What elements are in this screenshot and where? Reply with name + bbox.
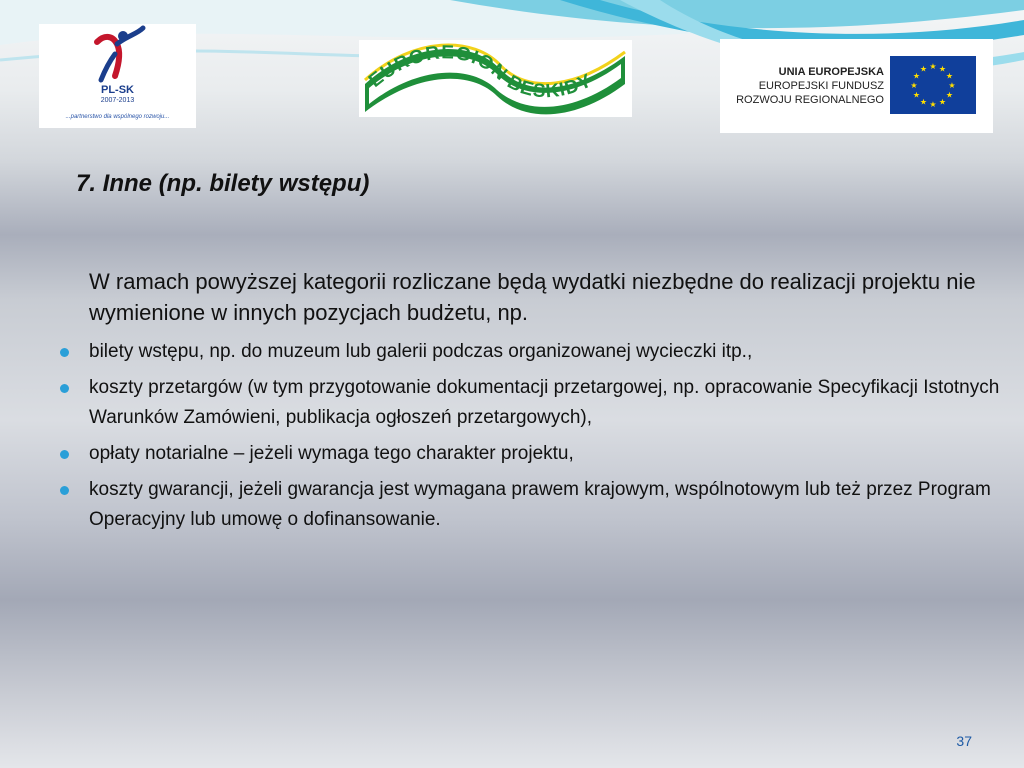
bullet-icon [60,348,69,357]
expense-list [89,337,1001,541]
list-item-text: bilety wstępu, np. do muzeum lub galerii podczas organizowanej wycieczki itp., [89,341,753,362]
list-item [89,439,1001,469]
eu-star-icon: ★ [910,81,918,90]
eu-star-icon: ★ [948,81,956,90]
list-item-text: koszty gwarancji, jeżeli gwarancja jest wymagana prawem krajowym, wspólnotowym lub też przez Program Operacyjny lub umowę o dofinansowanie. [89,479,991,530]
list-item [89,337,1001,367]
eu-flag-icon [890,56,976,114]
list-item-text: opłaty notarialne – jeżeli wymaga tego charakter projektu, [89,443,574,464]
eu-star-icon: ★ [938,97,947,107]
eu-line-1: UNIA EUROPEJSKA [778,66,884,78]
eu-star-icon: ★ [919,64,928,74]
eu-star-icon: ★ [929,100,937,109]
eu-star-icon: ★ [919,97,928,107]
intro-paragraph: W ramach powyższej kategorii rozliczane będą wydatki niezbędne do realizacji projektu nie wymienione w innych pozycjach budżetu, np. [89,269,976,325]
plsk-tagline: ...partnerstwo dla wspólnego rozwoju... [65,114,170,120]
page-number: 37 [956,733,972,749]
list-item [89,475,1001,535]
eu-star-icon: ★ [912,71,921,81]
bullet-icon [60,384,69,393]
eu-line-3: ROZWOJU REGIONALNEGO [736,94,884,106]
eu-star-icon: ★ [945,71,954,81]
list-item [89,373,1001,433]
bullet-icon [60,486,69,495]
eu-star-icon: ★ [938,64,947,74]
bullet-icon [60,450,69,459]
euroregion-beskidy-logo [359,40,632,117]
eu-star-icon: ★ [929,62,937,71]
eu-line-2: EUROPEJSKI FUNDUSZ [758,80,884,92]
plsk-figure-icon [39,24,196,84]
plsk-name: PL-SK [101,84,134,96]
list-item-text: koszty przetargów (w tym przygotowanie dokumentacji przetargowej, np. opracowanie Specyfikacji Istotnych Warunków Zamówieni, publikacja ogłoszeń przetargowych), [89,377,1000,428]
eu-star-icon: ★ [912,90,921,100]
euroregion-text: EUROREGION BESKIDY [365,42,596,103]
slide-title: 7. Inne (np. bilety wstępu) [76,170,370,197]
plsk-years: 2007-2013 [100,97,135,104]
euroregion-banner-icon [359,40,632,117]
eu-fund-text [734,65,884,107]
plsk-logo [39,24,196,128]
eu-star-icon: ★ [945,90,954,100]
eu-fund-logo [720,39,993,133]
